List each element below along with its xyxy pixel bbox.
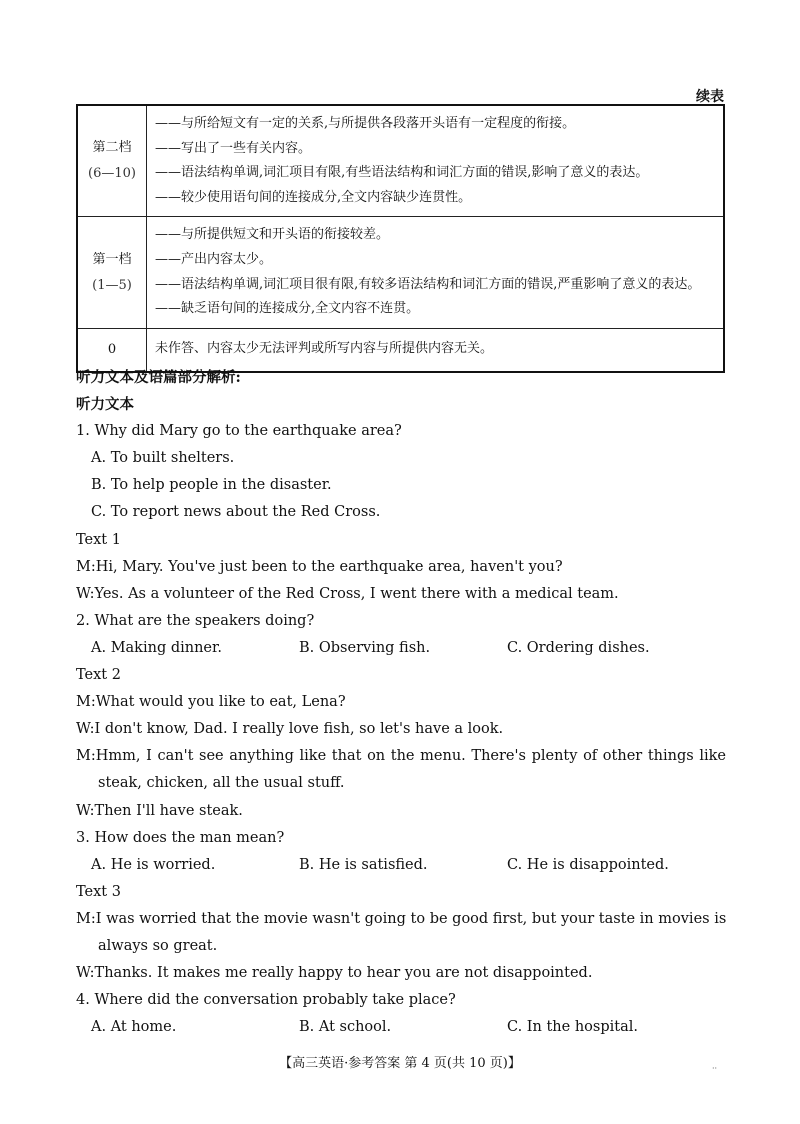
page-footer: 【高三英语·参考答案 第 4 页(共 10 页)】 <box>279 1056 521 1071</box>
question-3-options <box>76 852 726 879</box>
question-3: 3. How does the man mean? <box>76 829 285 846</box>
option-c: C. Ordering dishes. <box>507 639 650 656</box>
grading-table <box>76 104 725 373</box>
question-1-option-a: A. To built shelters. <box>91 450 235 467</box>
grade-level-cell <box>77 105 147 217</box>
question-1-option-c: C. To report news about the Red Cross. <box>91 504 381 521</box>
criterion: ——与所给短文有一定的关系,与所提供各段落开头语有一定程度的衔接。 <box>155 116 576 131</box>
grade-criteria-cell <box>147 217 725 328</box>
grade-level: 0 <box>107 341 117 357</box>
option-c: C. He is disappointed. <box>507 856 669 873</box>
grade-range: (1—5) <box>92 277 132 293</box>
grade-level: 第二档 <box>92 140 132 156</box>
text-3-label: Text 3 <box>76 883 121 900</box>
grade-range: (6—10) <box>88 166 136 182</box>
dialogue-line: W:I don't know, Dad. I really love fish, so let's have a look. <box>76 721 504 738</box>
dialogue-line-continued: steak, chicken, all the usual stuff. <box>98 775 345 792</box>
grade-row <box>77 105 724 217</box>
criterion: ——与所提供短文和开头语的衔接较差。 <box>155 227 390 243</box>
criterion: ——语法结构单调,词汇项目有限,有些语法结构和词汇方面的错误,影响了意义的表达。 <box>155 165 649 181</box>
grade-row <box>77 217 724 328</box>
dialogue-line: W:Thanks. It makes me really happy to hear you are not disappointed. <box>76 965 593 982</box>
dialogue-line: W:Yes. As a volunteer of the Red Cross, I went there with a medical team. <box>76 585 619 602</box>
option-b: B. He is satisfied. <box>299 856 428 873</box>
text-1-label: Text 1 <box>76 531 121 548</box>
criterion: ——语法结构单调,词汇项目很有限,有较多语法结构和词汇方面的错误,严重影响了意义的表达。 <box>155 276 701 292</box>
subsection-title: 听力文本 <box>76 396 134 414</box>
corner-mark: ·· <box>712 1064 718 1073</box>
criterion: ——产出内容太少。 <box>155 251 273 267</box>
question-2-options <box>76 635 726 662</box>
question-4: 4. Where did the conversation probably take place? <box>76 992 456 1009</box>
question-1: 1. Why did Mary go to the earthquake area? <box>76 423 402 440</box>
section-title: 听力文本及语篇部分解析: <box>76 369 241 386</box>
dialogue-line: M:Hmm, I can't see anything like that on the menu. There's plenty of other things like <box>76 748 726 765</box>
dialogue-line-continued: always so great. <box>98 937 218 954</box>
grade-level: 第一档 <box>92 251 132 267</box>
option-b: B. Observing fish. <box>299 639 431 656</box>
grade-criteria-cell <box>147 105 725 217</box>
continued-label: 续表 <box>696 89 724 105</box>
dialogue-line: M:Hi, Mary. You've just been to the earthquake area, haven't you? <box>76 558 563 575</box>
option-a: A. Making dinner. <box>91 639 222 656</box>
grade-level-cell <box>77 217 147 328</box>
criterion: ——缺乏语句间的连接成分,全文内容不连贯。 <box>155 301 420 317</box>
question-2: 2. What are the speakers doing? <box>76 612 315 629</box>
option-a: A. He is worried. <box>91 856 216 873</box>
criterion: ——写出了一些有关内容。 <box>155 140 312 156</box>
option-b: B. At school. <box>299 1019 392 1036</box>
question-4-options <box>76 1014 726 1041</box>
option-a: A. At home. <box>91 1019 177 1036</box>
dialogue-line: M:I was worried that the movie wasn't going to be good first, but your taste in movies is <box>76 910 727 927</box>
text-2-label: Text 2 <box>76 667 121 684</box>
dialogue-line: M:What would you like to eat, Lena? <box>76 694 346 711</box>
criterion: 未作答、内容太少无法评判或所写内容与所提供内容无关。 <box>155 341 494 357</box>
criterion: ——较少使用语句间的连接成分,全文内容缺少连贯性。 <box>155 189 472 205</box>
option-c: C. In the hospital. <box>507 1019 638 1036</box>
listening-text <box>76 364 726 1041</box>
dialogue-line: W:Then I'll have steak. <box>76 802 243 819</box>
question-1-option-b: B. To help people in the disaster. <box>91 477 332 494</box>
